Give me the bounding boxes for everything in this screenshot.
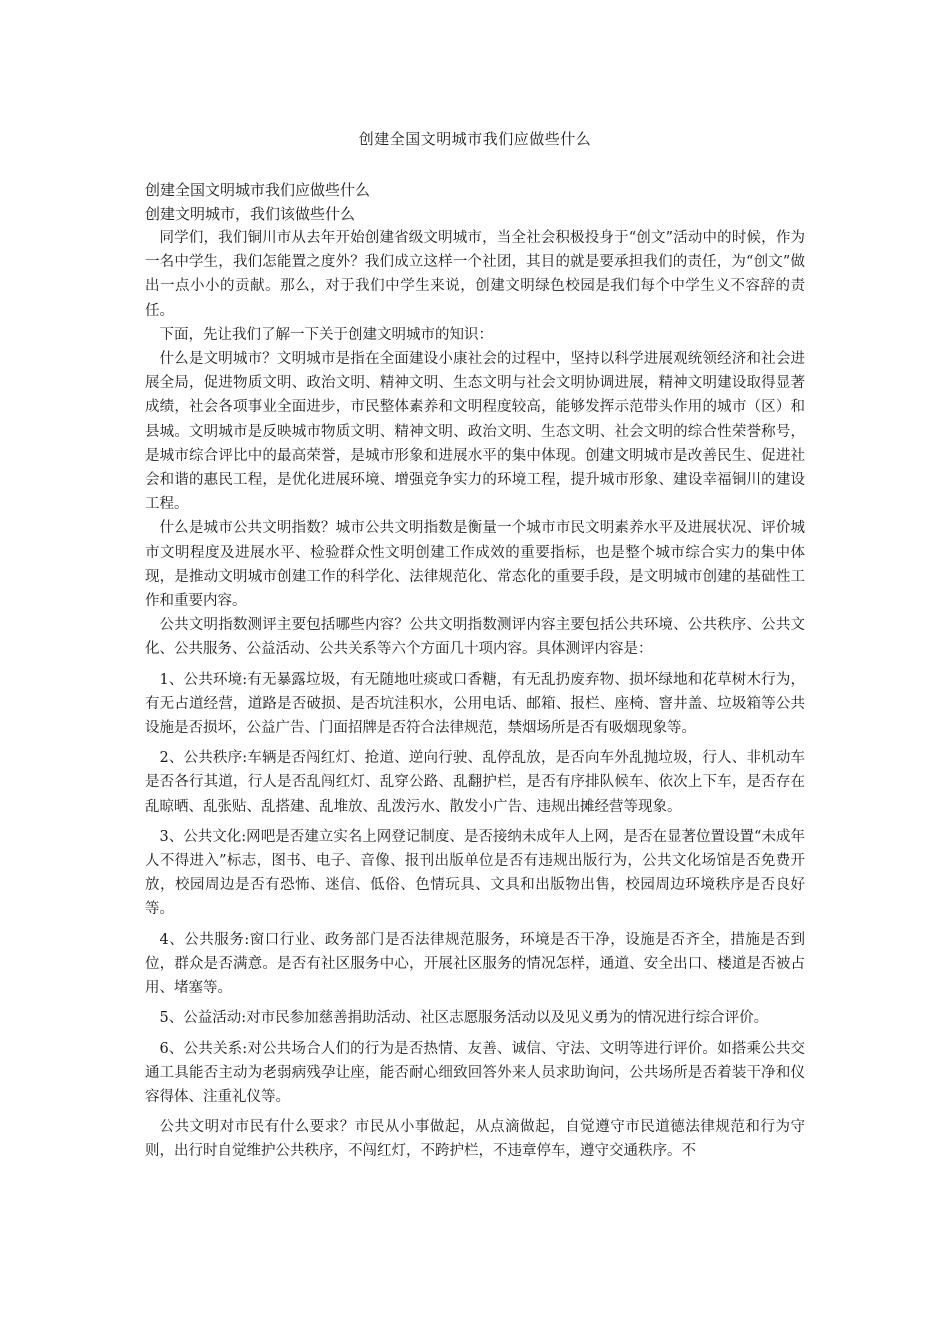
paragraph-item-6: 6、公共关系:对公共场合人们的行为是否热情、友善、诚信、守法、文明等进行评价。如搭乘公共交通工具能否主动为老弱病残孕让座，能否耐心细致回答外来人员求助询问，公共场所是否着装干净和仪容得体、注重礼仪等。 — [145, 1040, 805, 1105]
paragraph-civilized-city: 什么是文明城市？文明城市是指在全面建设小康社会的过程中，坚持以科学进展观统领经济和社会进展全局，促进物质文明、政治文明、精神文明、生态文明与社会文明协调进展，精神文明建设取得显著成绩，社会各项事业全面进步，市民整体素养和文明程度较高，能够发挥示范带头作用的城市（区）和县城。文明城市是反映城市物质文明、精神文明、政治文明、生态文明、社会文明的综合性荣誉称号，是城市综合评比中的最高荣誉，是城市形象和进展水平的集中体现。创建文明城市是改善民生、促进社会和谐的惠民工程，是优化进展环境、增强竞争实力的环境工程，提升城市形象、建设幸福铜川的建设工程。 — [145, 351, 805, 513]
subtitle-line-1: 创建全国文明城市我们应做些什么 — [145, 181, 371, 199]
paragraph-item-3: 3、公共文化:网吧是否建立实名上网登记制度、是否接纳未成年人上网，是否在显著位置设置“未成年人不得进入”标志，图书、电子、音像、报刊出版单位是否有违规出版行为，公共文化场馆是否免费开放，校园周边是否有恐怖、迷信、低俗、色情玩具、文具和出版物出售，校园周边环境秩序是否良好等。 — [145, 828, 805, 918]
document-page — [145, 128, 805, 1164]
paragraph-item-4: 4、公共服务:窗口行业、政务部门是否法律规范服务，环境是否干净，设施是否齐全，措施是否到位，群众是否满意。是否有社区服务中心，开展社区服务的情况怎样，通道、安全出口、楼道是否被占用、堵塞等。 — [145, 931, 805, 997]
paragraph-requirements: 公共文明对市民有什么要求？市民从小事做起，从点滴做起，自觉遵守市民道德法律规范和行为守则，出行时自觉维护公共秩序，不闯红灯，不跨护栏，不违章停车，遵守交通秩序。不 — [145, 1119, 805, 1160]
subtitle-line-2: 创建文明城市，我们该做些什么 — [145, 205, 356, 223]
document-title: 创建全国文明城市我们应做些什么 — [358, 130, 592, 148]
paragraph-lead: 下面，先让我们了解一下关于创建文明城市的知识： — [159, 326, 493, 343]
paragraph-item-1: 1、公共环境:有无暴露垃圾，有无随地吐痰或口香糖，有无乱扔废弃物、损坏绿地和花草树木行为，有无占道经营，道路是否破损、是否坑洼积水，公用电话、邮箱、报栏、座椅、窨井盖、垃圾箱等公共设施是否损坏，公益广告、门面招牌是否符合法律规范，禁烟场所是否有吸烟现象等。 — [145, 671, 805, 737]
paragraph-item-2: 2、公共秩序:车辆是否闯红灯、抢道、逆向行驶、乱停乱放，是否向车外乱抛垃圾，行人、非机动车是否各行其道，行人是否乱闯红灯、乱穿公路、乱翻护栏，是否有序排队候车、依次上下车，是否存在乱晾晒、乱张贴、乱搭建、乱堆放、乱泼污水、散发小广告、违规出摊经营等现象。 — [145, 750, 805, 815]
paragraph-civility-index: 什么是城市公共文明指数？城市公共文明指数是衡量一个城市市民文明素养水平及进展状况、评价城市文明程度及进展水平、检验群众性文明创建工作成效的重要指标，也是整个城市综合实力的集中体现，是推动文明城市创建工作的科学化、法律规范化、常态化的重要手段，是文明城市创建的基础性工作和重要内容。 — [145, 520, 805, 610]
paragraph-intro: 同学们，我们铜川市从去年开始创建省级文明城市，当全社会积极投身于“创文”活动中的时候，作为一名中学生，我们怎能置之度外？我们成立这样一个社团，其目的就是要承担我们的责任，为“创文”做出一点小小的贡献。那么，对于我们中学生来说，创建文明绿色校园是我们每个中学生义不容辞的责任。 — [145, 230, 805, 319]
paragraph-evaluation-content: 公共文明指数测评主要包括哪些内容？公共文明指数测评内容主要包括公共环境、公共秩序、公共文化、公共服务、公益活动、公共关系等六个方面几十项内容。具体测评内容是： — [145, 617, 805, 658]
paragraph-item-5: 5、公益活动:对市民参加慈善捐助活动、社区志愿服务活动以及见义勇为的情况进行综合评价。 — [159, 1010, 769, 1027]
